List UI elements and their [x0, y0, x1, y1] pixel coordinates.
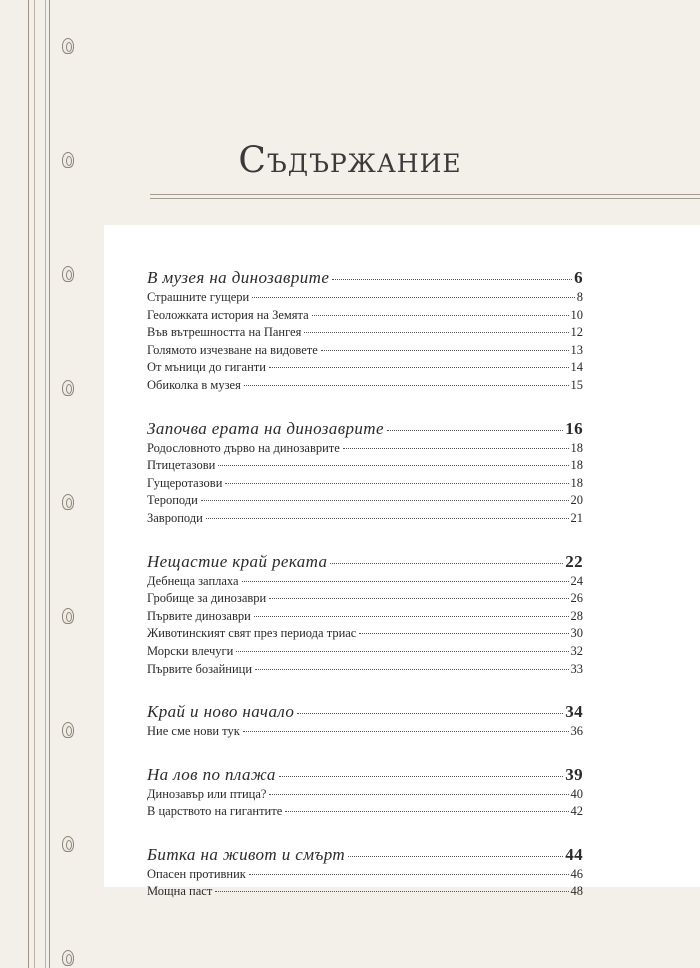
toc-entry-title: Ние сме нови тук	[147, 724, 240, 739]
toc-entry[interactable]	[147, 626, 583, 644]
toc-entry[interactable]	[147, 308, 583, 326]
toc-entry[interactable]	[147, 804, 583, 822]
dot-leader	[215, 891, 568, 892]
toc-entry[interactable]	[147, 609, 583, 627]
toc-entry-page-number: 24	[570, 573, 583, 588]
toc-entry[interactable]	[147, 325, 583, 343]
toc-entry-title: Завроподи	[147, 510, 203, 525]
dot-leader	[387, 430, 563, 431]
toc-entry-page-number: 48	[570, 884, 583, 899]
dot-leader	[285, 811, 568, 812]
toc-chapter[interactable]	[147, 419, 583, 441]
dot-leader	[254, 616, 569, 617]
toc-entry[interactable]	[147, 441, 583, 459]
toc-entry-title: Обиколка в музея	[147, 377, 241, 392]
toc-entry[interactable]	[147, 493, 583, 511]
toc-entry-title: Птицетазови	[147, 458, 216, 473]
toc-entry[interactable]	[147, 867, 583, 885]
toc-entry[interactable]	[147, 884, 583, 902]
toc-entry[interactable]	[147, 591, 583, 609]
toc-entry-page-number: 33	[570, 661, 583, 676]
toc-entry-title: Геоложката история на Земята	[147, 307, 309, 322]
dot-leader	[252, 297, 575, 298]
toc-chapter[interactable]	[147, 268, 583, 290]
toc-entry[interactable]	[147, 511, 583, 529]
dot-leader	[225, 483, 568, 484]
decorative-border	[28, 0, 50, 968]
toc-section	[147, 765, 583, 822]
dot-leader	[218, 465, 568, 466]
ornament-icon	[62, 494, 74, 510]
toc-chapter-title: В музея на динозаврите	[147, 268, 330, 287]
toc-entry-page-number: 18	[570, 475, 583, 490]
toc-chapter-title: На лов по плажа	[147, 764, 276, 784]
ornament-icon	[62, 722, 74, 738]
toc-entry-page-number: 18	[570, 440, 583, 455]
dot-leader	[343, 448, 569, 449]
toc-entry-page-number: 14	[570, 360, 583, 375]
toc-entry-page-number: 18	[570, 458, 583, 473]
ornament-icon	[62, 152, 74, 168]
ornament-icon	[62, 836, 74, 852]
toc-entry-title: Във вътрешността на Пангея	[147, 325, 302, 340]
dot-leader	[359, 633, 568, 634]
toc-entry-title: Динозавър или птица?	[147, 786, 267, 801]
toc-entry-page-number: 12	[570, 325, 583, 340]
toc-entry[interactable]	[147, 476, 583, 494]
toc-entry[interactable]	[147, 360, 583, 378]
ornament-icon	[62, 38, 74, 54]
ornament-icon	[62, 380, 74, 396]
toc-entry-page-number: 46	[570, 866, 583, 881]
toc-entry-page-number: 42	[570, 804, 583, 819]
dot-leader	[206, 518, 569, 519]
toc-section	[147, 419, 583, 529]
toc-chapter-page-number: 34	[565, 702, 583, 722]
dot-leader	[269, 794, 568, 795]
dot-leader	[243, 731, 569, 732]
toc-entry[interactable]	[147, 378, 583, 396]
toc-entry[interactable]	[147, 724, 583, 742]
toc-chapter-page-number: 22	[565, 551, 583, 571]
toc-entry-page-number: 13	[570, 342, 583, 357]
toc-entry[interactable]	[147, 662, 583, 680]
dot-leader	[312, 315, 569, 316]
toc-entry-page-number: 8	[576, 290, 583, 304]
toc-chapter-title: Нещастие край реката	[147, 551, 328, 571]
toc-entry-title: Животинският свят през периода триас	[147, 626, 357, 641]
dot-leader	[297, 713, 563, 714]
toc-entry-title: Мощна паст	[147, 884, 213, 899]
title-divider	[150, 194, 700, 199]
toc-chapter[interactable]	[147, 765, 583, 787]
dot-leader	[236, 651, 568, 652]
toc-chapter[interactable]	[147, 845, 583, 867]
dot-leader	[348, 856, 563, 857]
table-of-contents	[147, 268, 583, 925]
page-title: Съдържание	[238, 140, 462, 181]
dot-leader	[269, 598, 568, 599]
toc-chapter-page-number: 44	[565, 844, 583, 864]
toc-entry-title: От мъници до гиганти	[147, 360, 266, 375]
toc-entry-title: Страшните гущери	[147, 290, 250, 304]
toc-chapter[interactable]	[147, 702, 583, 724]
dot-leader	[279, 776, 563, 777]
ornament-icon	[62, 950, 74, 966]
toc-entry-page-number: 10	[570, 307, 583, 322]
dot-leader	[332, 279, 572, 280]
toc-chapter-title: Край и ново начало	[147, 702, 295, 722]
dot-leader	[242, 581, 569, 582]
dot-leader	[321, 350, 569, 351]
ornament-icon	[62, 266, 74, 282]
dot-leader	[249, 874, 569, 875]
toc-entry[interactable]	[147, 458, 583, 476]
toc-chapter-page-number: 16	[565, 418, 583, 438]
toc-section	[147, 702, 583, 742]
toc-entry-title: Опасен противник	[147, 866, 246, 881]
toc-chapter-page-number: 6	[574, 268, 583, 287]
toc-entry-page-number: 40	[570, 786, 583, 801]
toc-entry[interactable]	[147, 574, 583, 592]
toc-entry[interactable]	[147, 787, 583, 805]
toc-chapter-page-number: 39	[565, 764, 583, 784]
dot-leader	[304, 332, 568, 333]
toc-entry[interactable]	[147, 644, 583, 662]
toc-entry-page-number: 21	[570, 510, 583, 525]
toc-entry-page-number: 30	[570, 626, 583, 641]
toc-entry-page-number: 36	[570, 724, 583, 739]
toc-entry-title: Гробище за динозаври	[147, 591, 267, 606]
toc-entry-title: Гущеротазови	[147, 475, 223, 490]
dot-leader	[201, 500, 569, 501]
dot-leader	[255, 669, 568, 670]
toc-entry[interactable]	[147, 290, 583, 308]
toc-entry-title: Голямото изчезване на видовете	[147, 342, 318, 357]
toc-entry-title: Първите бозайници	[147, 661, 253, 676]
toc-entry-title: Родословното дърво на динозаврите	[147, 440, 340, 455]
dot-leader	[269, 367, 569, 368]
toc-section	[147, 845, 583, 902]
dot-leader	[330, 563, 563, 564]
toc-entry-title: Първите динозаври	[147, 608, 251, 623]
toc-section	[147, 552, 583, 680]
ornament-icon	[62, 608, 74, 624]
toc-entry-title: В царството на гигантите	[147, 804, 283, 819]
dot-leader	[244, 385, 569, 386]
toc-entry-page-number: 32	[570, 643, 583, 658]
toc-section	[147, 268, 583, 396]
toc-entry-page-number: 26	[570, 591, 583, 606]
toc-chapter[interactable]	[147, 552, 583, 574]
toc-entry[interactable]	[147, 343, 583, 361]
toc-entry-page-number: 28	[570, 608, 583, 623]
toc-entry-page-number: 15	[570, 377, 583, 392]
toc-entry-title: Дебнеща заплаха	[147, 573, 239, 588]
toc-entry-page-number: 20	[570, 493, 583, 508]
toc-chapter-title: Битка на живот и смърт	[147, 844, 346, 864]
toc-chapter-title: Започва ерата на динозаврите	[147, 418, 384, 438]
toc-entry-title: Морски влечуги	[147, 643, 234, 658]
toc-entry-title: Тероподи	[147, 493, 198, 508]
